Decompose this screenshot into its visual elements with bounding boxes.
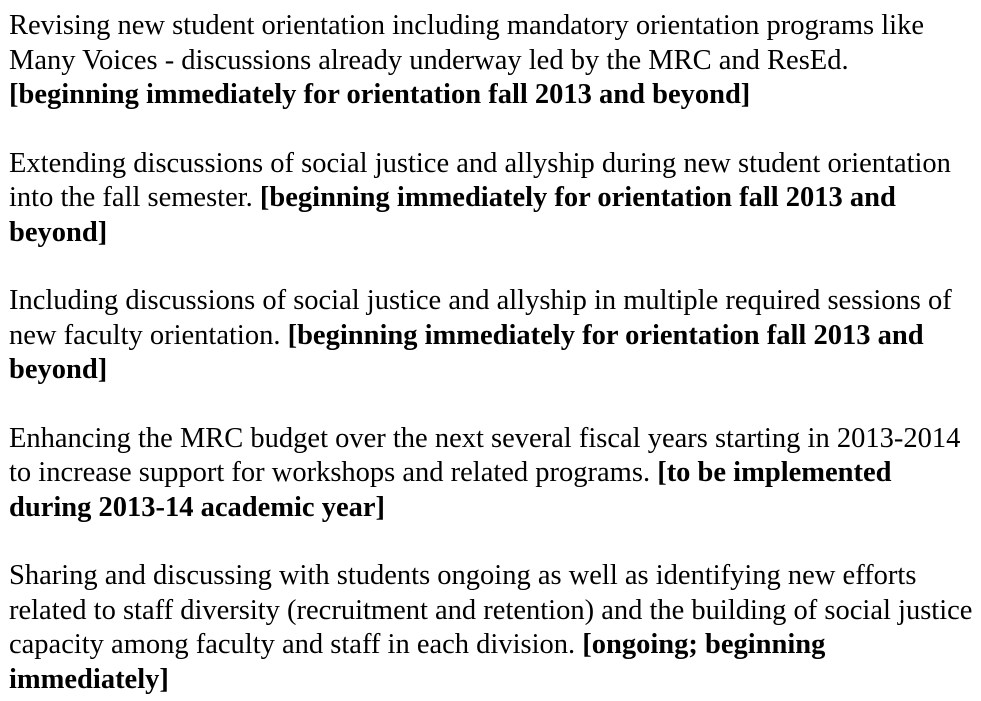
action-item-text: Extending discussions of social justice and allyship during new student orientation into the fall semester. bbox=[9, 147, 951, 213]
action-item-timeline: [beginning immediately for orientation fall 2013 and beyond] bbox=[9, 319, 924, 385]
action-item-text: Revising new student orientation including mandatory orientation programs like Many Voices - discussions already underway led by the MRC and ResEd. bbox=[9, 10, 924, 76]
action-item-orientation-revision bbox=[9, 9, 975, 113]
action-item-mrc-budget bbox=[9, 422, 975, 526]
document-body bbox=[9, 9, 975, 697]
action-item-timeline: [beginning immediately for orientation fall 2013 and beyond] bbox=[9, 182, 896, 248]
action-item-orientation-extension bbox=[9, 147, 975, 251]
action-item-text: Sharing and discussing with students ongoing as well as identifying new efforts related to staff diversity (recruitment and retention) and the building of social justice capacity among faculty and staff in each division. bbox=[9, 560, 973, 660]
action-item-text: Enhancing the MRC budget over the next several fiscal years starting in 2013-2014 to increase support for workshops and related programs. bbox=[9, 422, 961, 488]
action-item-text: Including discussions of social justice and allyship in multiple required sessions of new faculty orientation. bbox=[9, 285, 952, 351]
action-item-timeline: [beginning immediately for orientation fall 2013 and beyond] bbox=[9, 79, 751, 110]
action-item-timeline: [to be implemented during 2013-14 academic year] bbox=[9, 457, 892, 523]
action-item-faculty-orientation bbox=[9, 284, 975, 388]
action-item-timeline: [ongoing; beginning immediately] bbox=[9, 629, 826, 695]
action-item-staff-diversity bbox=[9, 559, 975, 697]
